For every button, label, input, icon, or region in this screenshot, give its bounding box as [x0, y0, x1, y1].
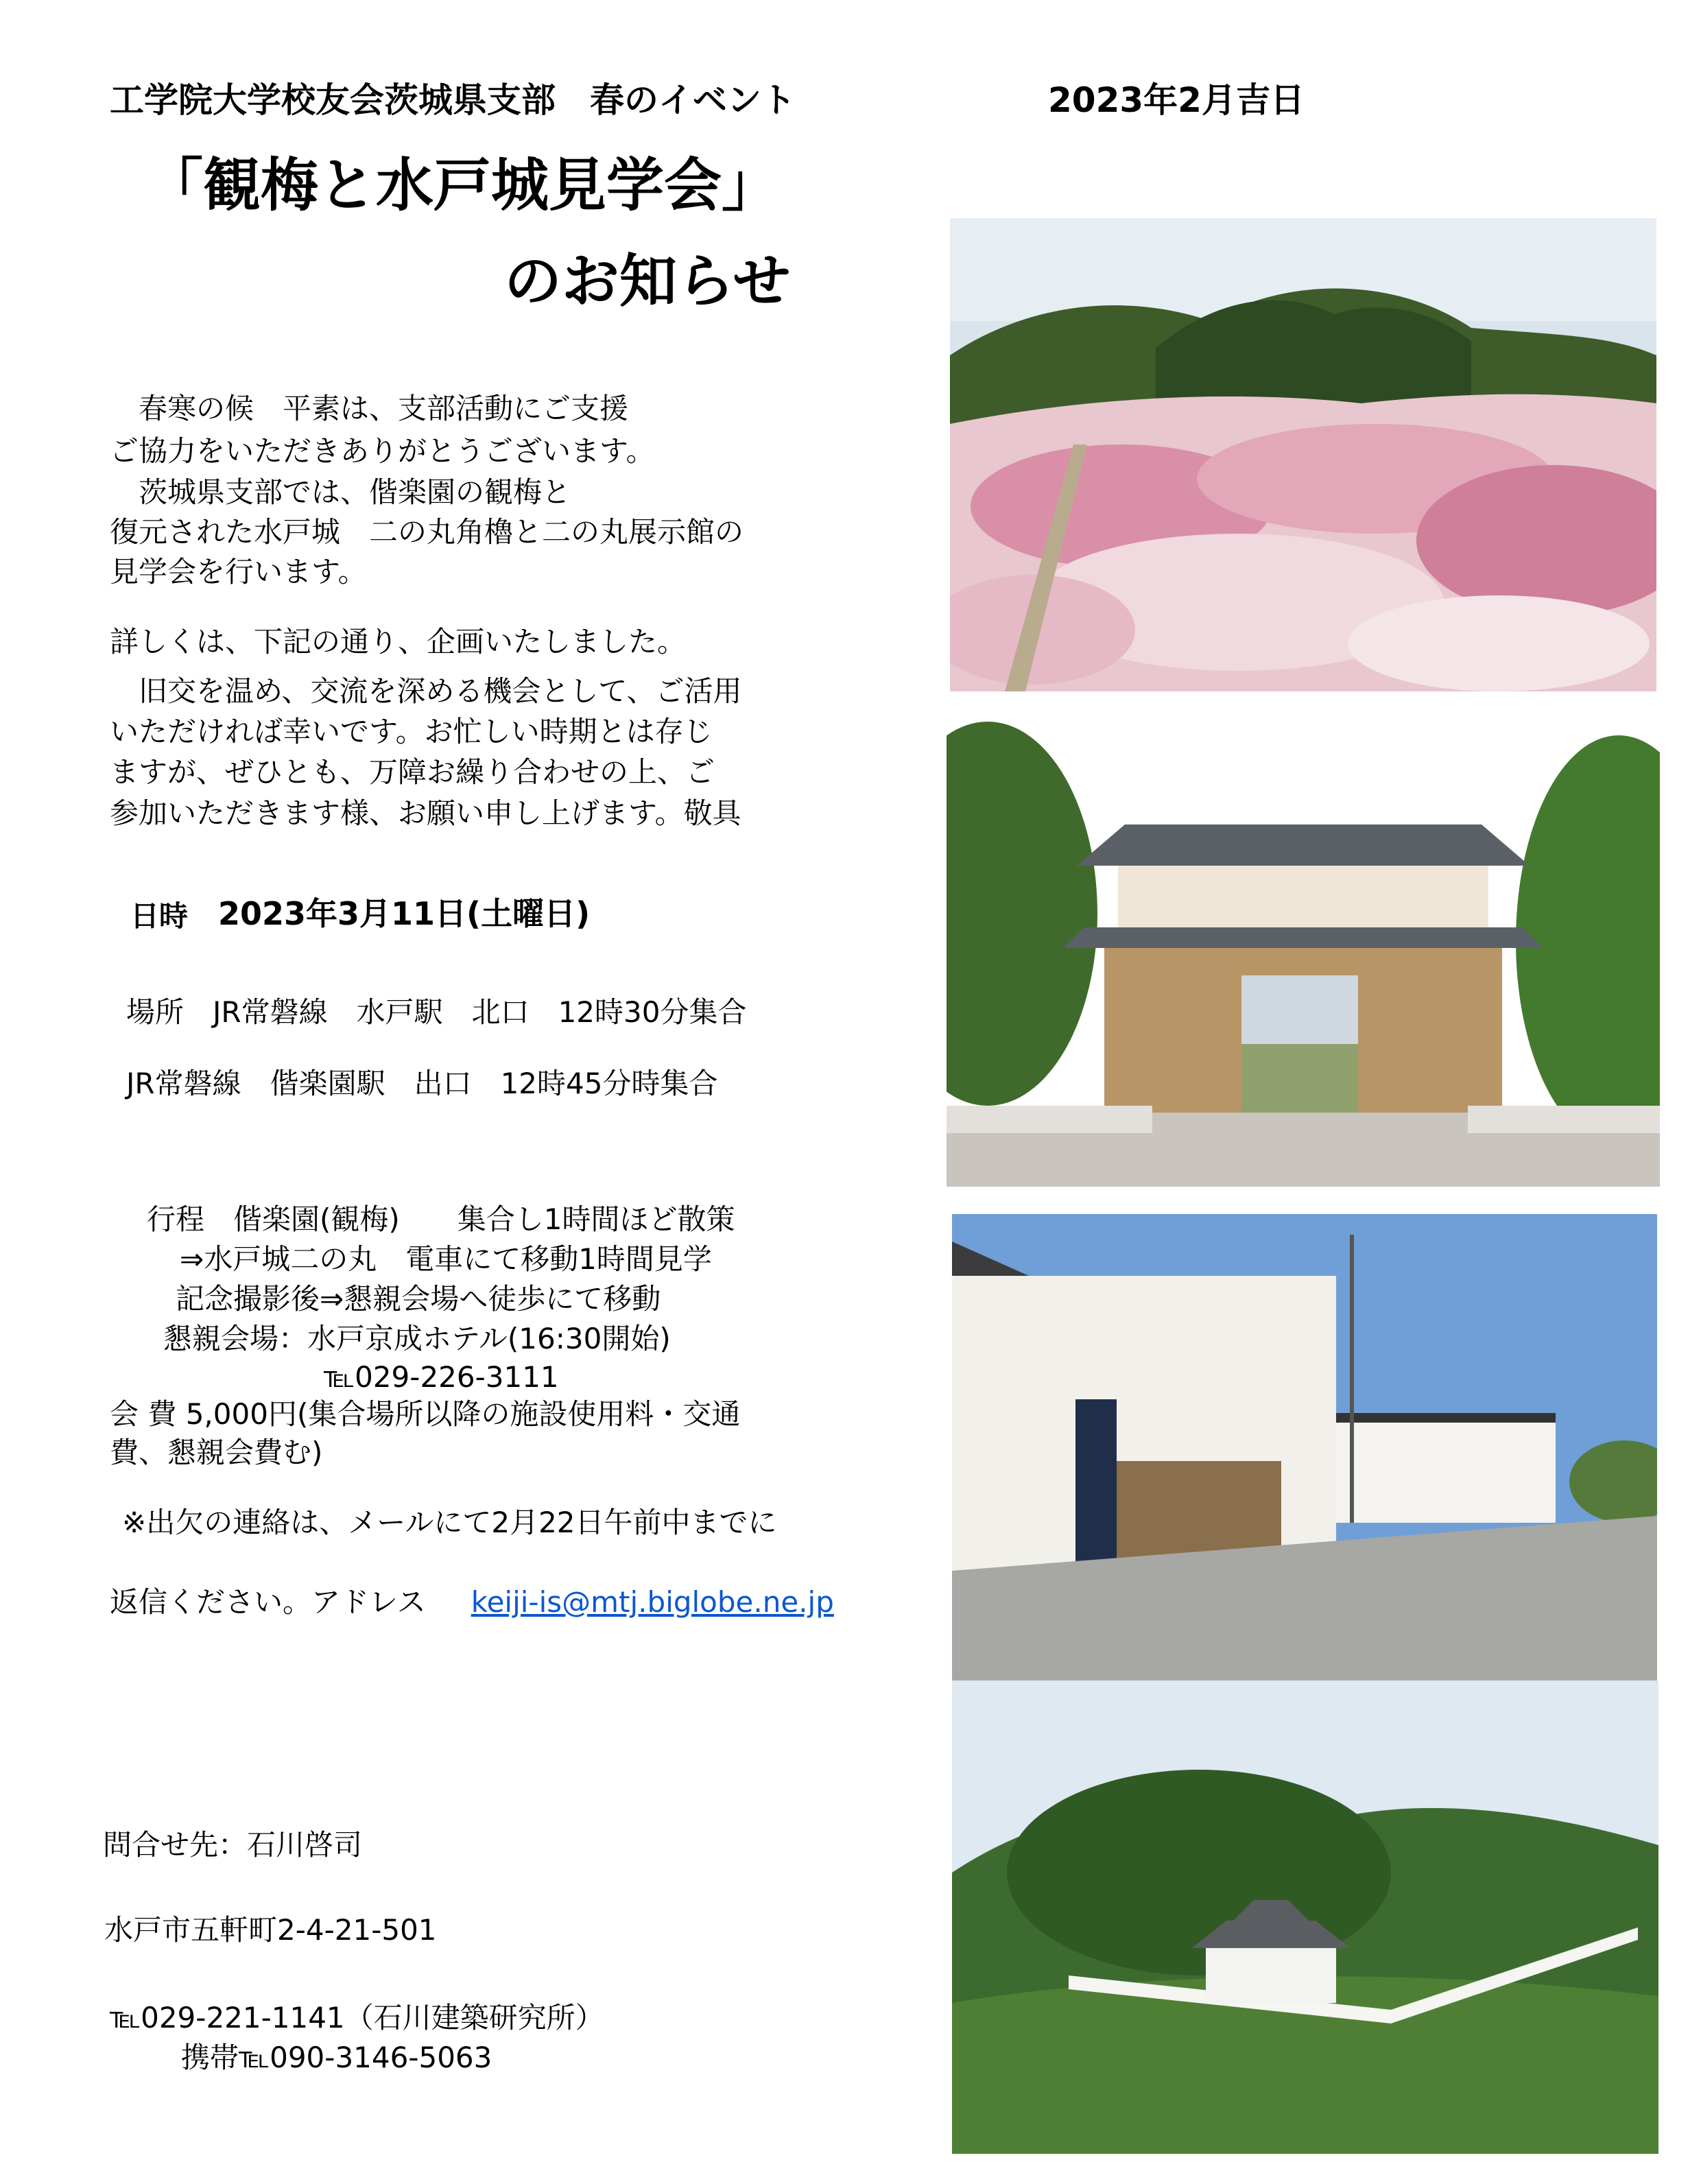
- intro-line: ご協力をいただきありがとうございます。: [110, 434, 655, 468]
- page-title: 「観梅と水戸城見学会」: [145, 152, 780, 219]
- itinerary-line: 行程 偕楽園(観梅) 集合し1時間ほど散策: [147, 1202, 735, 1236]
- contact-mobile: 携帯℡090-3146-5063: [181, 2041, 492, 2074]
- fee-line: 費、懇親会費む): [110, 1436, 323, 1469]
- fee-line: 会 費 5,000円(集合場所以降の施設使用料・交通: [110, 1397, 741, 1431]
- contact-address: 水戸市五軒町2-4-21-501: [104, 1913, 437, 1947]
- itinerary-line: 記念撮影後⇒懇親会場へ徒歩にて移動: [176, 1282, 661, 1316]
- rsvp-notice: ※出欠の連絡は、メールにて2月22日午前中までに: [122, 1506, 777, 1539]
- intro-line: 春寒の候 平素は、支部活動にご支援: [110, 392, 629, 425]
- intro-line: 旧交を温め、交流を深める機会として、ご活用: [110, 674, 742, 708]
- org-event-title: 工学院大学校友会茨城県支部 春のイベント: [110, 80, 796, 120]
- intro-line: 茨城県支部では、偕楽園の観梅と: [110, 475, 571, 509]
- intro-line: ますが、ぜひとも、万障お繰り合わせの上、ご: [110, 755, 715, 789]
- plum-garden-photo: [950, 218, 1656, 691]
- issue-date: 2023年2月吉日: [1048, 80, 1305, 120]
- intro-line: 見学会を行います。: [110, 555, 367, 589]
- intro-line: 復元された水戸城 二の丸角櫓と二の丸展示館の: [110, 515, 744, 549]
- date-label: 日時: [130, 899, 189, 933]
- contact-tel: ℡029-221-1141（石川建築研究所）: [110, 2001, 604, 2034]
- venue-phone: ℡029-226-3111: [324, 1360, 559, 1394]
- rsvp-reply: [110, 1586, 834, 1619]
- contact-email-link[interactable]: keiji-is@mtj.biglobe.ne.jp: [471, 1585, 834, 1619]
- meeting-place-2: JR常磐線 偕楽園駅 出口 12時45分時集合: [126, 1067, 718, 1100]
- page-subtitle: のお知らせ: [504, 248, 791, 315]
- castle-gate-photo: [947, 722, 1660, 1187]
- event-date: 2023年3月11日(土曜日): [218, 895, 591, 932]
- intro-line: 詳しくは、下記の通り、企画いたしました。: [110, 625, 687, 658]
- intro-line: 参加いただきます様、お願い申し上げます。敬具: [110, 796, 741, 830]
- rsvp-reply-text: 返信ください。アドレス: [110, 1585, 426, 1619]
- corner-turret-photo: [952, 1681, 1658, 2154]
- venue-line: 懇親会場：水戸京成ホテル(16:30開始): [163, 1322, 671, 1355]
- exhibition-hall-photo: [952, 1214, 1657, 1681]
- itinerary-line: ⇒水戸城二の丸 電車にて移動1時間見学: [180, 1242, 712, 1276]
- intro-line: いただければ幸いです。お忙しい時期とは存じ: [110, 715, 713, 748]
- contact-person: 問合せ先：石川啓司: [103, 1828, 363, 1862]
- meeting-place-1: 場所 JR常磐線 水戸駅 北口 12時30分集合: [126, 995, 747, 1029]
